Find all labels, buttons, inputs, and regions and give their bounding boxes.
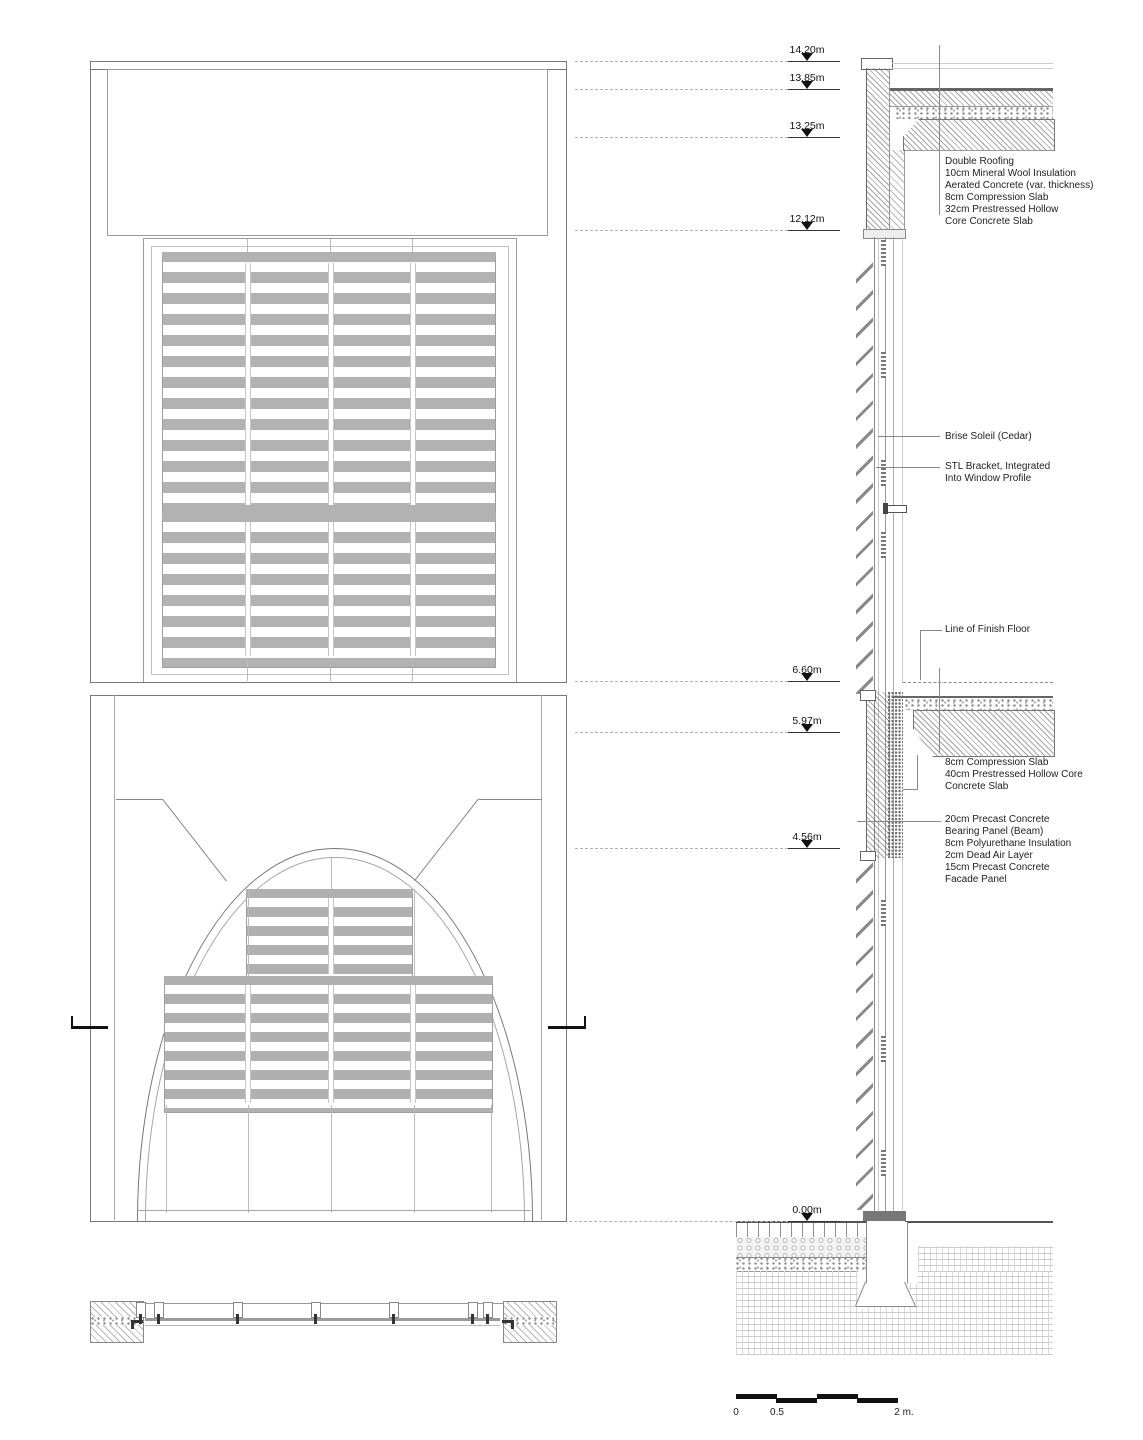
scale-tick-2m: 2 m. — [894, 1407, 914, 1418]
arch-mullion — [245, 985, 251, 1103]
annotation-text: 8cm Polyurethane Insulation — [945, 838, 1072, 849]
annotation-text: 2cm Dead Air Layer — [945, 850, 1033, 861]
parapet-hatch — [866, 68, 890, 232]
arch-mullion — [328, 898, 334, 974]
annotation-finish-floor — [945, 624, 1030, 636]
interior-floor-screed — [905, 1223, 1053, 1245]
window-sill-block — [863, 1211, 906, 1221]
section-cut-mark-right — [548, 1026, 586, 1029]
plan-frame-line — [145, 1325, 500, 1326]
roof-line — [892, 63, 1053, 64]
plan-mullion-tick — [314, 1314, 317, 1324]
window-mullion — [410, 263, 416, 505]
annotation-text: 40cm Prestressed Hollow Core — [945, 769, 1083, 780]
level-label: 12.12m — [789, 213, 825, 225]
panel-joint-cap — [860, 851, 876, 861]
mullion-line — [412, 239, 413, 252]
annotation-text: Core Concrete Slab — [945, 216, 1033, 227]
mullion-line — [247, 658, 248, 681]
transom-profile — [881, 352, 886, 378]
plan-jamb-elbow — [131, 1320, 134, 1329]
stl-bracket-plate — [883, 503, 888, 514]
annotation-text: STL Bracket, Integrated — [945, 461, 1051, 472]
section-cut-mark-left — [71, 1026, 108, 1029]
stl-bracket-detail — [887, 505, 907, 513]
insulation-layer — [888, 692, 903, 858]
annotation-text: 32cm Prestressed Hollow — [945, 204, 1059, 215]
annotation-stl-bracket — [945, 461, 1050, 485]
annotation-text: Aerated Concrete (var. thickness) — [945, 180, 1094, 191]
mullion-line — [330, 239, 331, 252]
transom-profile — [881, 532, 886, 558]
arch-mullion-line — [414, 1105, 415, 1213]
floor-top-line — [892, 696, 1053, 698]
leader-line — [857, 821, 941, 822]
window-mullion — [410, 522, 416, 656]
parapet-hatch-inner — [889, 150, 905, 232]
scale-bar-segment — [776, 1398, 817, 1403]
wall-inner-face — [114, 695, 115, 1220]
wall-inner-face — [541, 695, 542, 1220]
arch-mullion-line — [491, 1105, 492, 1213]
funnel-line — [116, 799, 163, 800]
arch-mullion-line — [331, 1105, 332, 1213]
leader-line — [920, 630, 921, 680]
floor-screed — [905, 699, 1053, 710]
annotation-text: Into Window Profile — [945, 473, 1032, 484]
roof-soffit-line — [905, 150, 1053, 151]
transom-profile — [881, 1036, 886, 1062]
floor-hollow-core-slab — [913, 710, 1055, 757]
arch-mullion — [328, 985, 334, 1103]
scale-bar-segment — [817, 1394, 858, 1399]
level-label: 0.00m — [792, 1204, 822, 1216]
transom-profile — [881, 900, 886, 926]
annotation-roof — [945, 156, 1093, 228]
scale-bar-segment — [857, 1398, 898, 1403]
arch-mullion-line — [166, 1105, 167, 1213]
spandrel-panel — [107, 69, 548, 236]
roof-insulation — [890, 91, 1053, 107]
soil-hatch — [918, 1246, 1053, 1272]
interior-face-line — [902, 858, 903, 1210]
level-label: 13.85m — [789, 72, 825, 84]
level-label: 6.60m — [792, 664, 822, 676]
plan-glazing-line — [145, 1318, 500, 1321]
level-label: 4.56m — [792, 831, 822, 843]
interior-face-line — [902, 237, 903, 683]
arch-mullion-line — [248, 1105, 249, 1213]
window-mullion — [328, 263, 334, 505]
arch-mullion-line — [331, 858, 332, 889]
footing-flare — [856, 1283, 917, 1306]
leader-line — [939, 45, 940, 215]
annotation-text: 8cm Compression Slab — [945, 192, 1049, 203]
transom-profile — [881, 1150, 886, 1176]
window-mullion — [328, 522, 334, 656]
transom-profile — [881, 240, 886, 266]
annotation-brise-soleil — [945, 431, 1032, 443]
annotation-text: 10cm Mineral Wool Insulation — [945, 168, 1076, 179]
footing-bottom-line — [856, 1306, 917, 1307]
mullion-line — [330, 658, 331, 681]
pavers-layer — [736, 1223, 867, 1238]
plan-mullion-tick — [486, 1314, 489, 1324]
arch-mullion — [410, 985, 416, 1103]
gravel-layer — [736, 1237, 867, 1258]
brise-soleil-blades — [856, 856, 873, 1210]
annotation-text: Concrete Slab — [945, 781, 1009, 792]
roof-hollow-core-slab — [903, 119, 1055, 151]
annotation-text: 20cm Precast Concrete — [945, 814, 1050, 825]
mullion-line — [412, 658, 413, 681]
leader-line — [876, 467, 940, 468]
roof-line — [892, 68, 1053, 69]
level-label: 13.25m — [789, 120, 825, 132]
finish-floor-dashed-line — [903, 682, 1053, 683]
annotation-text: Line of Finish Floor — [945, 624, 1031, 635]
plan-frame-line — [142, 1303, 503, 1304]
funnel-line — [479, 799, 542, 800]
brise-soleil-blades — [856, 256, 873, 694]
window-mullion — [245, 263, 251, 505]
footing-concrete — [866, 1222, 908, 1284]
window-mullion — [245, 522, 251, 656]
level-label: 14.20m — [789, 44, 825, 56]
annotation-text: 8cm Compression Slab — [945, 757, 1049, 768]
transom-profile — [881, 460, 886, 486]
plan-mullion-tick — [392, 1314, 395, 1324]
panel-joint-cap — [860, 690, 876, 701]
plan-mullion-tick — [157, 1314, 160, 1324]
arch-sill-line — [137, 1210, 531, 1211]
scale-tick-05: 0.5 — [770, 1407, 784, 1418]
mullion-line — [247, 239, 248, 252]
annotation-text: Facade Panel — [945, 874, 1007, 885]
arch-mullion-line — [414, 889, 415, 976]
floor-band — [90, 682, 567, 696]
roof-aerated-concrete — [896, 107, 1053, 119]
plan-jamb-elbow — [511, 1320, 514, 1329]
subbase-layer — [736, 1257, 867, 1272]
scale-tick-0: 0 — [733, 1407, 739, 1418]
leader-line — [878, 436, 940, 437]
arch-mullion-line — [248, 889, 249, 976]
bearing-panel-hatch — [866, 692, 890, 858]
scale-bar-segment — [736, 1394, 777, 1399]
annotation-text: 15cm Precast Concrete — [945, 862, 1050, 873]
leader-line — [939, 668, 940, 753]
plan-mullion-tick — [236, 1314, 239, 1324]
annotation-text: Brise Soleil (Cedar) — [945, 431, 1032, 442]
annotation-floor-slab — [945, 757, 1083, 793]
annotation-text: Bearing Panel (Beam) — [945, 826, 1044, 837]
leader-line — [920, 630, 942, 631]
beam-step — [903, 755, 918, 790]
section-cut-mark-right — [584, 1016, 586, 1028]
plan-mullion-tick — [471, 1314, 474, 1324]
annotation-text: Double Roofing — [945, 156, 1014, 167]
level-label: 5.97m — [792, 715, 822, 727]
annotation-facade-panel — [945, 814, 1071, 886]
